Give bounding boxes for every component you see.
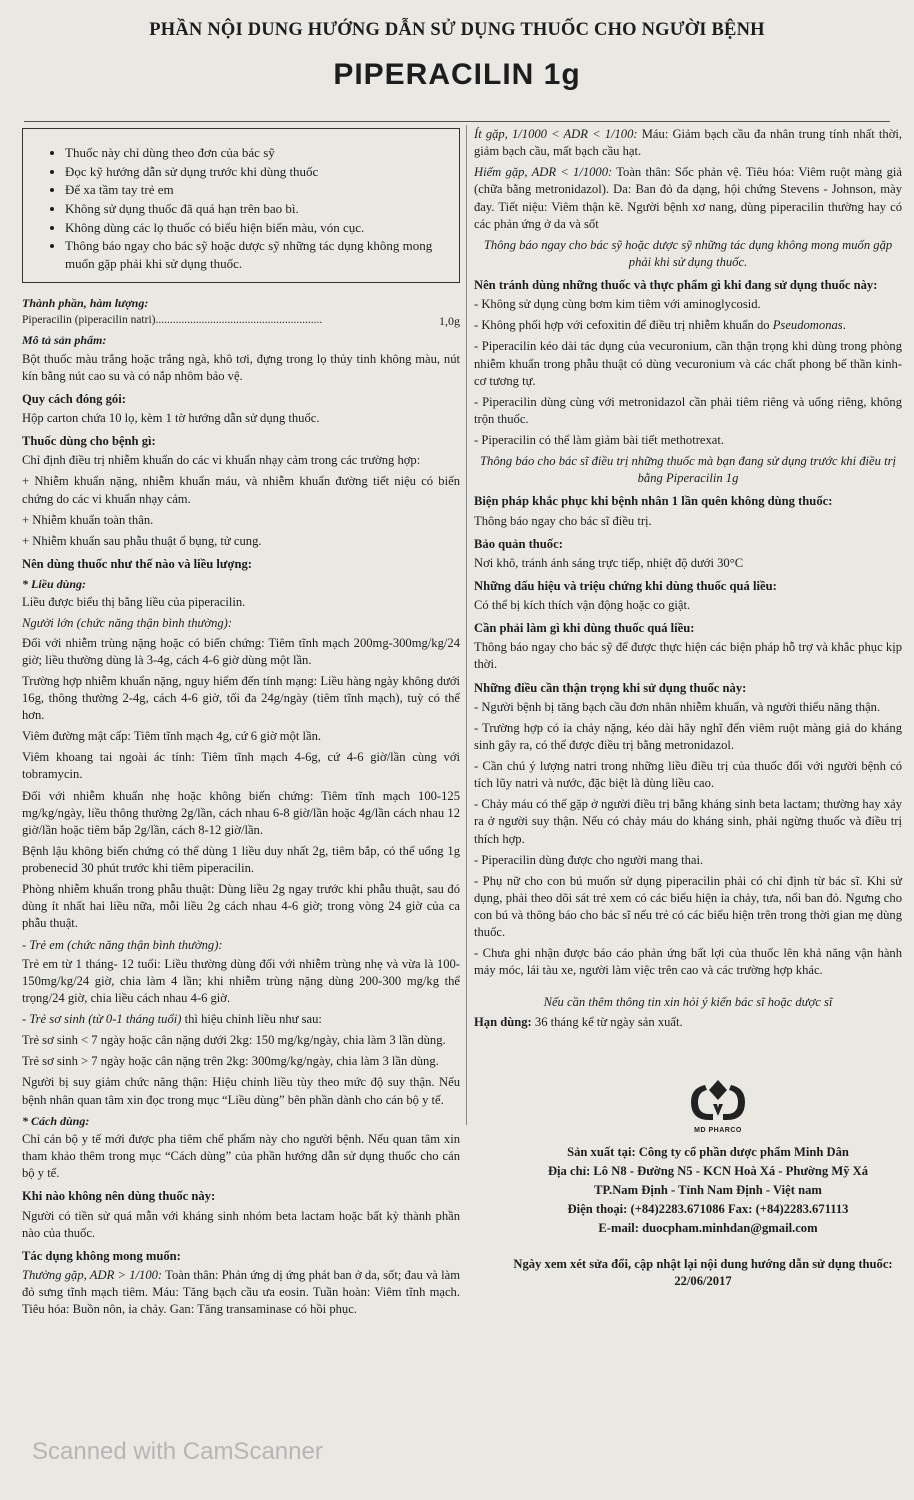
composition-line bbox=[22, 313, 460, 329]
expiry-text: 36 tháng kể từ ngày sản xuất. bbox=[531, 1014, 683, 1029]
description-text: Bột thuốc màu trắng hoặc trắng ngà, khô tơi, đựng trong lọ thủy tinh không màu, nút kín bằng nút cao su và có nắp nhôm bảo vệ. bbox=[22, 351, 460, 383]
dosage-heading: Nên dùng thuốc như thế nào và liều lượng: bbox=[22, 556, 252, 571]
storage-heading: Bảo quản thuốc: bbox=[474, 536, 563, 551]
precaution-item: - Trường hợp có ỉa chảy nặng, kéo dài hãy nghĩ đến viêm ruột màng giả do kháng sinh gây ra, có thể được điều trị bằng metronidazol. bbox=[474, 720, 902, 752]
right-column bbox=[474, 126, 902, 1290]
precaution-item: - Phụ nữ cho con bú muốn sử dụng piperacilin phải có chỉ định từ bác sĩ. Khi sử dụng, phải theo dõi sát trẻ xem có các biểu hiện ỉa chảy, tưa, nổi ban đỏ. Ngưng cho con bú và thông báo cho bác sĩ nếu trẻ có các biểu hiện trên trong thời gian mẹ dùng thuốc. bbox=[474, 873, 902, 940]
notify-interaction-note: Thông báo cho bác sĩ điều trị những thuốc mà bạn đang sử dụng trước khi điều trị bằng Piperacilin 1g bbox=[480, 454, 896, 486]
adverse-rare bbox=[474, 164, 902, 233]
more-info-note: Nếu cần thêm thông tin xin hỏi ý kiến bác sĩ hoặc dược sĩ bbox=[543, 994, 833, 1009]
interaction-text: - Không phối hợp với cefoxitin để điều trị nhiễm khuẩn do bbox=[474, 318, 773, 333]
adult-dose: Viêm đường mật cấp: Tiêm tĩnh mạch 4g, cứ 6 giờ một lần. bbox=[22, 729, 322, 744]
packaging-heading: Quy cách đóng gói: bbox=[22, 391, 126, 406]
precaution-item: - Chảy máu có thể gặp ở người điều trị bằng kháng sinh beta lactam; thường hay xảy ra ở người suy thận. Nếu có chảy máu do kháng sinh, phải ngừng thuốc và điều trị thích hợp. bbox=[474, 797, 902, 846]
manufacturer-phone: Điện thoại: (+84)2283.671086 Fax: (+84)2283.671113 bbox=[567, 1201, 849, 1216]
precaution-item: - Người bệnh bị tăng bạch cầu đơn nhân nhiễm khuẩn, và người thiểu năng thận. bbox=[474, 699, 881, 714]
missed-dose-text: Thông báo ngay cho bác sĩ điều trị. bbox=[474, 513, 652, 528]
adverse-rare-label: Hiếm gặp, ADR < 1/1000: bbox=[474, 165, 613, 180]
indication-item: + Nhiễm khuẩn toàn thân. bbox=[22, 512, 154, 527]
adverse-heading: Tác dụng không mong muốn: bbox=[22, 1248, 181, 1263]
review-label: Ngày xem xét sửa đổi, cập nhật lại nội dung hướng dẫn sử dụng thuốc: bbox=[513, 1256, 893, 1271]
warning-item: • Không dùng các lọ thuốc có biểu hiện biến màu, vón cục. bbox=[65, 219, 447, 237]
interaction-item: - Không sử dụng cùng bơm kim tiêm với aminoglycosid. bbox=[474, 297, 761, 312]
warning-item: • Để xa tầm tay trẻ em bbox=[65, 181, 447, 199]
logo-caption: MD PHARCO bbox=[694, 1126, 742, 1134]
header-divider bbox=[24, 121, 890, 122]
page-header bbox=[0, 18, 914, 96]
precaution-item: - Chưa ghi nhận được báo cáo phản ứng bất lợi của thuốc lên khả năng vận hành máy móc, lái tàu xe, người làm việc trên cao và các trường hợp khác. bbox=[474, 946, 902, 978]
precaution-item: - Piperacilin dùng được cho người mang thai. bbox=[474, 852, 704, 867]
adverse-uncommon bbox=[474, 126, 902, 160]
leaflet-title: PHẦN NỘI DUNG HƯỚNG DẪN SỬ DỤNG THUỐC CHO NGƯỜI BỆNH bbox=[149, 20, 765, 40]
adult-dose: Phòng nhiễm khuẩn trong phẫu thuật: Dùng liều 2g ngay trước khi phẫu thuật, sau đó dùng ít nhất hai liều nữa, mỗi liều 2g cách nhau 4-6 giờ; trong vòng 24 giờ của ca phẫu thuật. bbox=[22, 882, 460, 931]
warning-item: • Thuốc này chỉ dùng theo đơn của bác sỹ bbox=[65, 144, 447, 162]
left-column bbox=[22, 126, 460, 1322]
review-date: 22/06/2017 bbox=[674, 1273, 732, 1288]
newborn-intro-tail: thì hiệu chỉnh liều như sau: bbox=[181, 1012, 322, 1027]
company-logo bbox=[534, 1076, 902, 1136]
composition-heading: Thành phần, hàm lượng: bbox=[22, 295, 149, 310]
indication-item: + Nhiễm khuẩn nặng, nhiễm khuẩn máu, và nhiễm khuẩn đường tiết niệu có biến chứng do các vi khuẩn nhạy cảm. bbox=[22, 474, 460, 506]
indication-heading: Thuốc dùng cho bệnh gì: bbox=[22, 434, 156, 449]
composition-amount: 1,0g bbox=[439, 314, 460, 329]
adverse-common-text: Toàn thân: Phản ứng dị ứng phát ban ở da, sốt; đau và làm đỏ sưng tĩnh mạch tiêm. Máu: Tăng bạch cầu ưa eosin. Tuần hoàn: Viêm tĩnh mạch. Tiêu hóa: Buồn nôn, ỉa chảy. Gan: Tăng transaminase có hồi phục. bbox=[22, 1267, 460, 1317]
overdose-action-heading: Cần phải làm gì khi dùng thuốc quá liều: bbox=[474, 621, 695, 636]
adult-dose: Bệnh lậu không biến chứng có thể dùng 1 liều duy nhất 2g, tiêm bắp, có thể uống 1g probenecid 30 phút trước khi tiêm piperacilin. bbox=[22, 843, 460, 876]
adverse-uncommon-label: Ít gặp, 1/1000 < ADR < 1/100: bbox=[474, 127, 638, 141]
adult-dose: Đối với nhiễm khuẩn nhẹ hoặc không biến chứng: Tiêm tĩnh mạch 100-125 mg/kg/ngày, liều thông thường 2g/lần, cách nhau 6-8 giờ/lần hoặc 4g/lần cách nhau 12 giờ/lần hoặc tiêm bắp 2g/lần, cách 8-12 giờ/lần. bbox=[22, 788, 460, 837]
interaction-item: - Piperacilin dùng cùng với metronidazol cần phải tiêm riêng và uống riêng, không trộn thuốc. bbox=[474, 394, 902, 426]
adult-dose: Viêm khoang tai ngoài ác tính: Tiêm tĩnh mạch 4-6g, cứ 4-6 giờ/lần cùng với tobramycin. bbox=[22, 750, 460, 782]
notify-adverse-note: Thông báo ngay cho bác sỹ hoặc dược sỹ những tác dụng không mong muốn gặp phải khi sử dụng thuốc. bbox=[483, 237, 893, 269]
warning-item: • Thông báo ngay cho bác sỹ hoặc dược sỹ những tác dụng không mong muốn gặp phải khi sử dụng thuốc. bbox=[65, 237, 447, 272]
precaution-heading: Những điều cần thận trọng khi sử dụng thuốc này: bbox=[474, 680, 747, 695]
dose-subheading: * Liều dùng: bbox=[22, 577, 87, 592]
interaction-text-end: . bbox=[842, 318, 846, 333]
adult-dose: Trường hợp nhiễm khuẩn nặng, nguy hiểm đến tính mạng: Liều hàng ngày không dưới 16g, thông thường 2-4g, cách 4-6 giờ, tối đa 24g/ngày (tiêm tĩnh mạch), tuỳ có thể hơn. bbox=[22, 673, 460, 723]
warning-box bbox=[22, 128, 460, 283]
manufacturer-email: E-mail: duocpham.minhdan@gmail.com bbox=[598, 1220, 818, 1235]
overdose-signs-heading: Những dấu hiệu và triệu chứng khi dùng thuốc quá liều: bbox=[474, 578, 777, 593]
manufacturer-name: Sản xuất tại: Công ty cổ phần dược phẩm Minh Dân bbox=[567, 1145, 849, 1160]
mdpharco-logo-icon bbox=[683, 1076, 753, 1126]
newborn-intro bbox=[22, 1011, 460, 1028]
expiry-label: Hạn dùng: bbox=[474, 1014, 532, 1029]
newborn-subheading: - Trẻ sơ sinh (từ 0-1 tháng tuổi) bbox=[22, 1012, 182, 1027]
adverse-rare-text: Toàn thân: Sốc phản vệ. Tiêu hóa: Viêm ruột màng giả (chữa bằng metronidazol). Da: Ban đỏ đa dạng, hội chứng Stevens - Johnson, mày đay. Tiết niệu: Viêm thận kẽ. Người bệnh xơ nang, dùng piperacilin thường hay có các phản ứng ở da và sốt bbox=[474, 165, 902, 231]
adverse-common bbox=[22, 1267, 460, 1318]
usage-text: Chỉ cán bộ y tế mới được pha tiêm chế phẩm này cho người bệnh. Nếu quan tâm xin tham khảo thêm trong mục “Cách dùng” của phần hướng dẫn sử dụng thuốc cho cán bộ y tế. bbox=[22, 1132, 460, 1181]
packaging-text: Hộp carton chứa 10 lọ, kèm 1 tờ hướng dẫn sử dụng thuốc. bbox=[22, 411, 320, 426]
storage-text: Nơi khô, tránh ánh sáng trực tiếp, nhiệt độ dưới 30°C bbox=[474, 555, 744, 570]
expiry-line bbox=[474, 1014, 902, 1031]
manufacturer-address: Địa chỉ: Lô N8 - Đường N5 - KCN Hoà Xá - Phường Mỹ Xá bbox=[547, 1164, 869, 1179]
interaction-heading: Nên tránh dùng những thuốc và thực phẩm gì khi đang sử dụng thuốc này: bbox=[474, 278, 878, 292]
adverse-common-label: Thường gặp, ADR > 1/100: bbox=[22, 1267, 163, 1282]
contraindication-heading: Khi nào không nên dùng thuốc này: bbox=[22, 1189, 216, 1204]
child-subheading: - Trẻ em (chức năng thận bình thường): bbox=[22, 937, 223, 952]
adult-subheading: Người lớn (chức năng thận bình thường): bbox=[22, 616, 233, 631]
child-dose: Trẻ em từ 1 tháng- 12 tuổi: Liều thường dùng đối với nhiễm trùng nhẹ và vừa là 100-150mg/kg/24 giờ, chia làm 4 lần; khi nhiễm trùng nặng dùng 200-300 mg/kg thể trọng/24 giờ, chia liều cách nhau 4-6 giờ. bbox=[22, 956, 460, 1005]
review-block bbox=[504, 1256, 902, 1290]
column-divider bbox=[466, 125, 467, 1125]
composition-item: Piperacilin (piperacilin natri).......................................................... bbox=[22, 314, 323, 327]
overdose-signs-text: Có thể bị kích thích vận động hoặc co giật. bbox=[474, 598, 691, 612]
warning-item: • Đọc kỹ hướng dẫn sử dụng trước khi dùng thuốc bbox=[65, 163, 447, 181]
manufacturer-block bbox=[514, 1143, 902, 1237]
interaction-item: - Piperacilin có thể làm giảm bài tiết methotrexat. bbox=[474, 433, 725, 447]
precaution-item: - Cần chú ý lượng natri trong những liều điều trị của thuốc đối với người bệnh có tích lũy natri và nước, đặc biệt là dùng liều cao. bbox=[474, 759, 902, 791]
usage-subheading: * Cách dùng: bbox=[22, 1113, 90, 1128]
dose-intro: Liều được biểu thị bằng liều của piperacilin. bbox=[22, 595, 246, 610]
indication-item: + Nhiễm khuẩn sau phẫu thuật ổ bụng, tử cung. bbox=[22, 533, 262, 548]
adverse-uncommon-text: Máu: Giảm bạch cầu đa nhân trung tính nhất thời, giảm bạch cầu, mất bạch cầu hạt. bbox=[474, 127, 902, 159]
drug-name: PIPERACILIN 1g bbox=[333, 58, 581, 92]
indication-text: Chỉ định điều trị nhiễm khuẩn do các vi khuẩn nhạy cảm trong các trường hợp: bbox=[22, 453, 421, 468]
interaction-item bbox=[474, 317, 902, 334]
interaction-item: - Piperacilin kéo dài tác dụng của vecuronium, cần thận trọng khi dùng trong phòng nhiễm khuẩn trong phẫu thuật có dùng vecuronium và các chất phong bế thần kinh-cơ tương tự. bbox=[474, 339, 902, 388]
contraindication-text: Người có tiền sử quá mẫn với kháng sinh nhóm beta lactam hoặc bất kỳ thành phần nào của thuốc. bbox=[22, 1208, 460, 1240]
missed-dose-heading: Biện pháp khắc phục khi bệnh nhân 1 lần quên không dùng thuốc: bbox=[474, 494, 833, 509]
newborn-dose: Trẻ sơ sinh > 7 ngày hoặc cân nặng trên 2kg: 300mg/kg/ngày, chia làm 3 lần dùng. bbox=[22, 1054, 439, 1069]
adult-dose: Đối với nhiễm trùng nặng hoặc có biến chứng: Tiêm tĩnh mạch 200mg-300mg/kg/24 giờ; liều thường dùng là 3-4g, cách 4-6 giờ dùng một lần. bbox=[22, 635, 460, 667]
warning-item: • Không sử dụng thuốc đã quá hạn trên bao bì. bbox=[65, 200, 447, 218]
scanner-watermark: Scanned with CamScanner bbox=[32, 1438, 323, 1465]
renal-dose: Người bị suy giảm chức năng thận: Hiệu chỉnh liều tùy theo mức độ suy thận. Nếu bệnh nhân quan tâm xin đọc trong mục “Liều dùng” bên phần dành cho cán bộ y tế. bbox=[22, 1075, 460, 1107]
overdose-action-text: Thông báo ngay cho bác sỹ để được thực hiện các biện pháp hỗ trợ và khắc phục kịp thời. bbox=[474, 640, 902, 672]
interaction-organism: Pseudomonas bbox=[772, 318, 843, 333]
description-heading: Mô tả sản phẩm: bbox=[22, 333, 107, 348]
newborn-dose: Trẻ sơ sinh < 7 ngày hoặc cân nặng dưới 2kg: 150 mg/kg/ngày, chia làm 3 lần dùng. bbox=[22, 1033, 446, 1048]
manufacturer-city: TP.Nam Định - Tỉnh Nam Định - Việt nam bbox=[594, 1183, 822, 1198]
